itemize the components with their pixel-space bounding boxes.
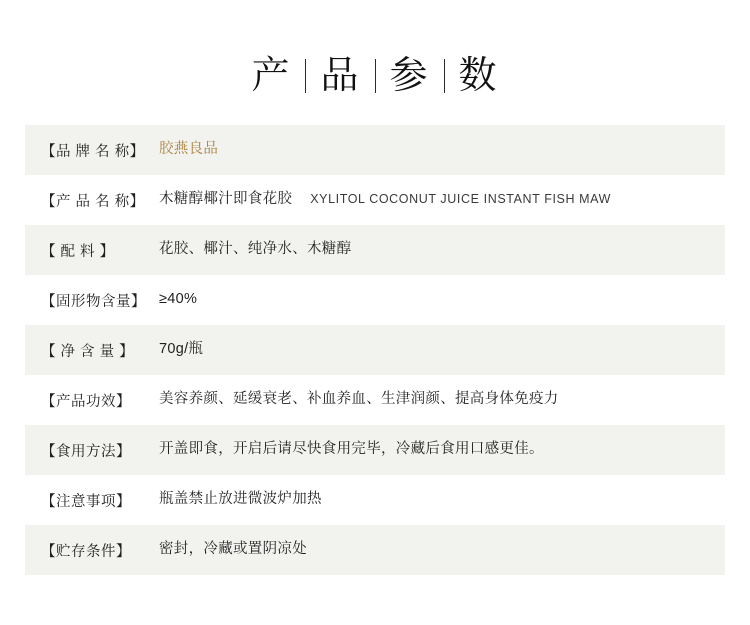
spec-label: 【固形物含量】	[41, 293, 146, 310]
table-row	[25, 275, 725, 325]
spec-value	[159, 439, 709, 461]
table-row	[25, 425, 725, 475]
title-char-4: 数	[458, 55, 499, 97]
spec-label: 【贮存条件】	[41, 543, 131, 560]
spec-value-text: 密封，冷藏或置阴凉处	[159, 541, 307, 558]
table-row	[25, 325, 725, 375]
spec-value-text: 70g/瓶	[159, 341, 204, 358]
spec-label: 【产 品 名 称】	[41, 193, 145, 210]
spec-value-subtext: XYLITOL COCONUT JUICE INSTANT FISH MAW	[310, 192, 612, 207]
spec-value	[159, 189, 709, 211]
title-char-2: 品	[320, 55, 361, 97]
title-char-3: 参	[389, 55, 430, 97]
spec-value-text: 开盖即食，开启后请尽快食用完毕，冷藏后食用口感更佳。	[159, 441, 544, 458]
page-title	[0, 0, 750, 125]
table-row	[25, 175, 725, 225]
table-row	[25, 525, 725, 575]
spec-value	[159, 139, 709, 161]
spec-value-text: 胶燕良品	[159, 141, 219, 158]
spec-value	[159, 539, 709, 561]
spec-table	[25, 125, 725, 575]
spec-label: 【 配 料 】	[41, 243, 115, 260]
spec-value-text: ≥40%	[159, 291, 198, 308]
spec-value	[159, 489, 709, 511]
spec-label: 【注意事项】	[41, 493, 131, 510]
table-row	[25, 375, 725, 425]
spec-value	[159, 289, 709, 311]
table-row	[25, 125, 725, 175]
spec-value-text: 木糖醇椰汁即食花胶	[159, 191, 293, 208]
spec-label: 【食用方法】	[41, 443, 131, 460]
spec-value-text: 瓶盖禁止放进微波炉加热	[159, 491, 322, 508]
table-row	[25, 225, 725, 275]
spec-value	[159, 339, 709, 361]
spec-value-text: 美容养颜、延缓衰老、补血养血、生津润颜、提高身体免疫力	[159, 391, 559, 408]
spec-label: 【品 牌 名 称】	[41, 143, 145, 160]
title-char-1: 产	[251, 55, 292, 97]
table-row	[25, 475, 725, 525]
spec-value	[159, 239, 709, 261]
spec-value	[159, 389, 709, 411]
spec-value-text: 花胶、椰汁、纯净水、木糖醇	[159, 241, 352, 258]
spec-label: 【产品功效】	[41, 393, 131, 410]
spec-label: 【 净 含 量 】	[41, 343, 135, 360]
